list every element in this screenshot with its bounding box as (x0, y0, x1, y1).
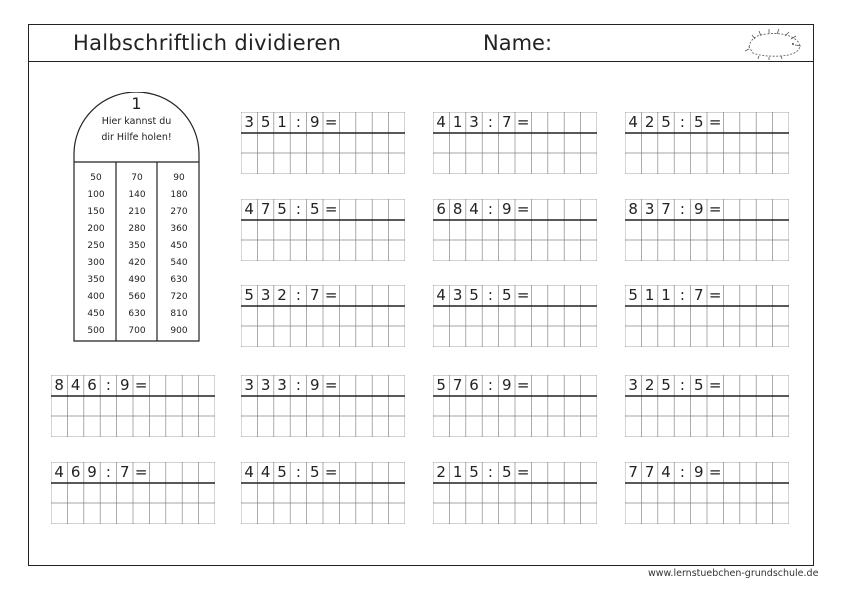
help-value: 300 (87, 258, 105, 268)
dividend-digit: 5 (277, 463, 287, 481)
dividend-digit: 3 (260, 376, 271, 394)
divisor-digit: 9 (310, 376, 320, 394)
divide-sign: : (295, 200, 301, 218)
help-value: 500 (87, 326, 105, 336)
exercise-grid[interactable] (433, 375, 597, 437)
help-value: 70 (131, 173, 143, 183)
dividend-digit: 3 (260, 286, 271, 304)
help-value: 140 (128, 190, 146, 200)
equals-sign: = (324, 286, 338, 304)
divide-sign: : (487, 113, 493, 131)
dividend-digit: 4 (469, 200, 479, 218)
help-value: 720 (170, 292, 188, 302)
dividend-digit: 5 (260, 113, 271, 131)
dividend-digit: 4 (436, 113, 446, 131)
dividend-digit: 4 (244, 200, 254, 218)
dividend-digit: 7 (661, 200, 671, 218)
help-value: 350 (128, 241, 146, 251)
divisor-digit: 7 (310, 286, 320, 304)
help-value: 400 (87, 292, 105, 302)
dividend-digit: 5 (661, 376, 671, 394)
dividend-digit: 8 (452, 200, 463, 218)
dividend-digit: 4 (436, 286, 446, 304)
divisor-digit: 7 (502, 113, 512, 131)
help-value: 450 (170, 241, 188, 251)
divide-sign: : (487, 463, 493, 481)
dividend-digit: 3 (644, 200, 655, 218)
header-divider (29, 61, 813, 62)
dividend-digit: 9 (87, 463, 97, 481)
divide-sign: : (679, 286, 685, 304)
divisor-digit: 9 (694, 463, 704, 481)
divisor-digit: 9 (694, 200, 704, 218)
dividend-digit: 8 (54, 376, 64, 394)
dividend-digit: 1 (452, 113, 463, 131)
dividend-digit: 1 (452, 463, 463, 481)
dividend-digit: 7 (628, 463, 638, 481)
dividend-digit: 7 (452, 376, 463, 394)
equals-sign: = (708, 286, 722, 304)
help-value: 450 (87, 309, 105, 319)
exercise-grid[interactable] (241, 375, 405, 437)
help-value: 200 (87, 224, 105, 234)
dividend-digit: 6 (87, 376, 97, 394)
equals-sign: = (134, 463, 148, 481)
divide-sign: : (487, 286, 493, 304)
help-value: 50 (90, 173, 102, 183)
exercise-grid[interactable] (625, 285, 789, 347)
equals-sign: = (134, 376, 148, 394)
dividend-digit: 3 (277, 376, 287, 394)
divisor-digit: 5 (694, 376, 704, 394)
help-box (73, 92, 200, 342)
equals-sign: = (516, 286, 530, 304)
dividend-digit: 5 (661, 113, 671, 131)
exercise-grid[interactable] (241, 199, 405, 261)
equals-sign: = (324, 463, 338, 481)
equals-sign: = (708, 113, 722, 131)
help-value: 90 (173, 173, 185, 183)
equals-sign: = (516, 463, 530, 481)
name-label: Name: (483, 31, 553, 55)
exercise-grid[interactable] (625, 112, 789, 174)
help-value: 270 (170, 207, 188, 217)
dividend-digit: 5 (469, 463, 479, 481)
dividend-digit: 4 (70, 376, 81, 394)
dividend-digit: 3 (628, 376, 638, 394)
equals-sign: = (324, 113, 338, 131)
exercise-grid[interactable] (51, 462, 215, 524)
divide-sign: : (105, 463, 111, 481)
hedgehog-logo-icon (741, 27, 805, 61)
help-value: 490 (128, 275, 146, 285)
divisor-digit: 7 (120, 463, 130, 481)
divisor-digit: 5 (694, 113, 704, 131)
help-value: 560 (128, 292, 146, 302)
website-footer: www.lernstuebchen-grundschule.de (648, 568, 819, 579)
help-column-50 (76, 170, 116, 340)
divide-sign: : (679, 376, 685, 394)
help-value: 150 (87, 207, 105, 217)
divide-sign: : (679, 200, 685, 218)
dividend-digit: 3 (244, 376, 254, 394)
equals-sign: = (708, 463, 722, 481)
divisor-digit: 9 (502, 376, 512, 394)
dividend-digit: 4 (244, 463, 254, 481)
divide-sign: : (679, 463, 685, 481)
dividend-digit: 5 (469, 286, 479, 304)
exercise-grid[interactable] (241, 462, 405, 524)
dividend-digit: 4 (54, 463, 64, 481)
exercise-grid[interactable] (433, 199, 597, 261)
dividend-digit: 3 (452, 286, 463, 304)
dividend-digit: 3 (244, 113, 254, 131)
dividend-digit: 6 (469, 376, 479, 394)
dividend-digit: 5 (277, 200, 287, 218)
divisor-digit: 5 (310, 200, 320, 218)
dividend-digit: 8 (628, 200, 638, 218)
equals-sign: = (708, 376, 722, 394)
divide-sign: : (295, 463, 301, 481)
help-box-number: 1 (131, 94, 142, 113)
equals-sign: = (516, 113, 530, 131)
divisor-digit: 5 (310, 463, 320, 481)
divide-sign: : (295, 286, 301, 304)
divisor-digit: 9 (120, 376, 130, 394)
exercise-grid[interactable] (51, 375, 215, 437)
dividend-digit: 4 (260, 463, 271, 481)
help-value: 210 (128, 207, 146, 217)
divisor-digit: 9 (502, 200, 512, 218)
help-text-line1: Hier kannst du (101, 116, 172, 127)
dividend-digit: 6 (436, 200, 446, 218)
divisor-digit: 5 (502, 286, 512, 304)
dividend-digit: 1 (277, 113, 287, 131)
dividend-digit: 4 (661, 463, 671, 481)
equals-sign: = (708, 200, 722, 218)
help-value: 810 (170, 309, 188, 319)
divisor-digit: 5 (502, 463, 512, 481)
dividend-digit: 5 (244, 286, 254, 304)
dividend-digit: 2 (277, 286, 287, 304)
dividend-digit: 3 (469, 113, 479, 131)
dividend-digit: 4 (628, 113, 638, 131)
dividend-digit: 2 (436, 463, 446, 481)
help-value: 250 (87, 241, 105, 251)
dividend-digit: 1 (661, 286, 671, 304)
help-value: 630 (128, 309, 146, 319)
help-column-70 (117, 170, 157, 340)
divide-sign: : (487, 376, 493, 394)
exercise-grid[interactable] (433, 112, 597, 174)
help-value: 100 (87, 190, 105, 200)
divisor-digit: 7 (694, 286, 704, 304)
dividend-digit: 7 (260, 200, 271, 218)
help-column-90 (159, 170, 199, 340)
equals-sign: = (324, 200, 338, 218)
dividend-digit: 7 (644, 463, 655, 481)
dividend-digit: 6 (70, 463, 81, 481)
dividend-digit: 2 (644, 376, 655, 394)
equals-sign: = (324, 376, 338, 394)
help-value: 700 (128, 326, 146, 336)
worksheet-title: Halbschriftlich dividieren (73, 31, 342, 55)
divide-sign: : (679, 113, 685, 131)
exercise-grid[interactable] (241, 112, 405, 174)
exercise-grid[interactable] (433, 462, 597, 524)
help-value: 900 (170, 326, 188, 336)
dividend-digit: 5 (436, 376, 446, 394)
dividend-digit: 1 (644, 286, 655, 304)
exercise-grid[interactable] (433, 285, 597, 347)
help-value: 540 (170, 258, 188, 268)
help-text-line2: dir Hilfe holen! (101, 132, 172, 143)
equals-sign: = (516, 376, 530, 394)
help-value: 350 (87, 275, 105, 285)
help-value: 280 (128, 224, 146, 234)
dividend-digit: 2 (644, 113, 655, 131)
divide-sign: : (105, 376, 111, 394)
help-value: 180 (170, 190, 188, 200)
help-value: 360 (170, 224, 188, 234)
exercise-grid[interactable] (625, 199, 789, 261)
exercise-grid[interactable] (241, 285, 405, 347)
dividend-digit: 5 (628, 286, 638, 304)
divide-sign: : (487, 200, 493, 218)
help-value: 420 (128, 258, 146, 268)
exercise-grid[interactable] (625, 375, 789, 437)
divisor-digit: 9 (310, 113, 320, 131)
divide-sign: : (295, 113, 301, 131)
equals-sign: = (516, 200, 530, 218)
divide-sign: : (295, 376, 301, 394)
exercise-grid[interactable] (625, 462, 789, 524)
help-value: 630 (170, 275, 188, 285)
